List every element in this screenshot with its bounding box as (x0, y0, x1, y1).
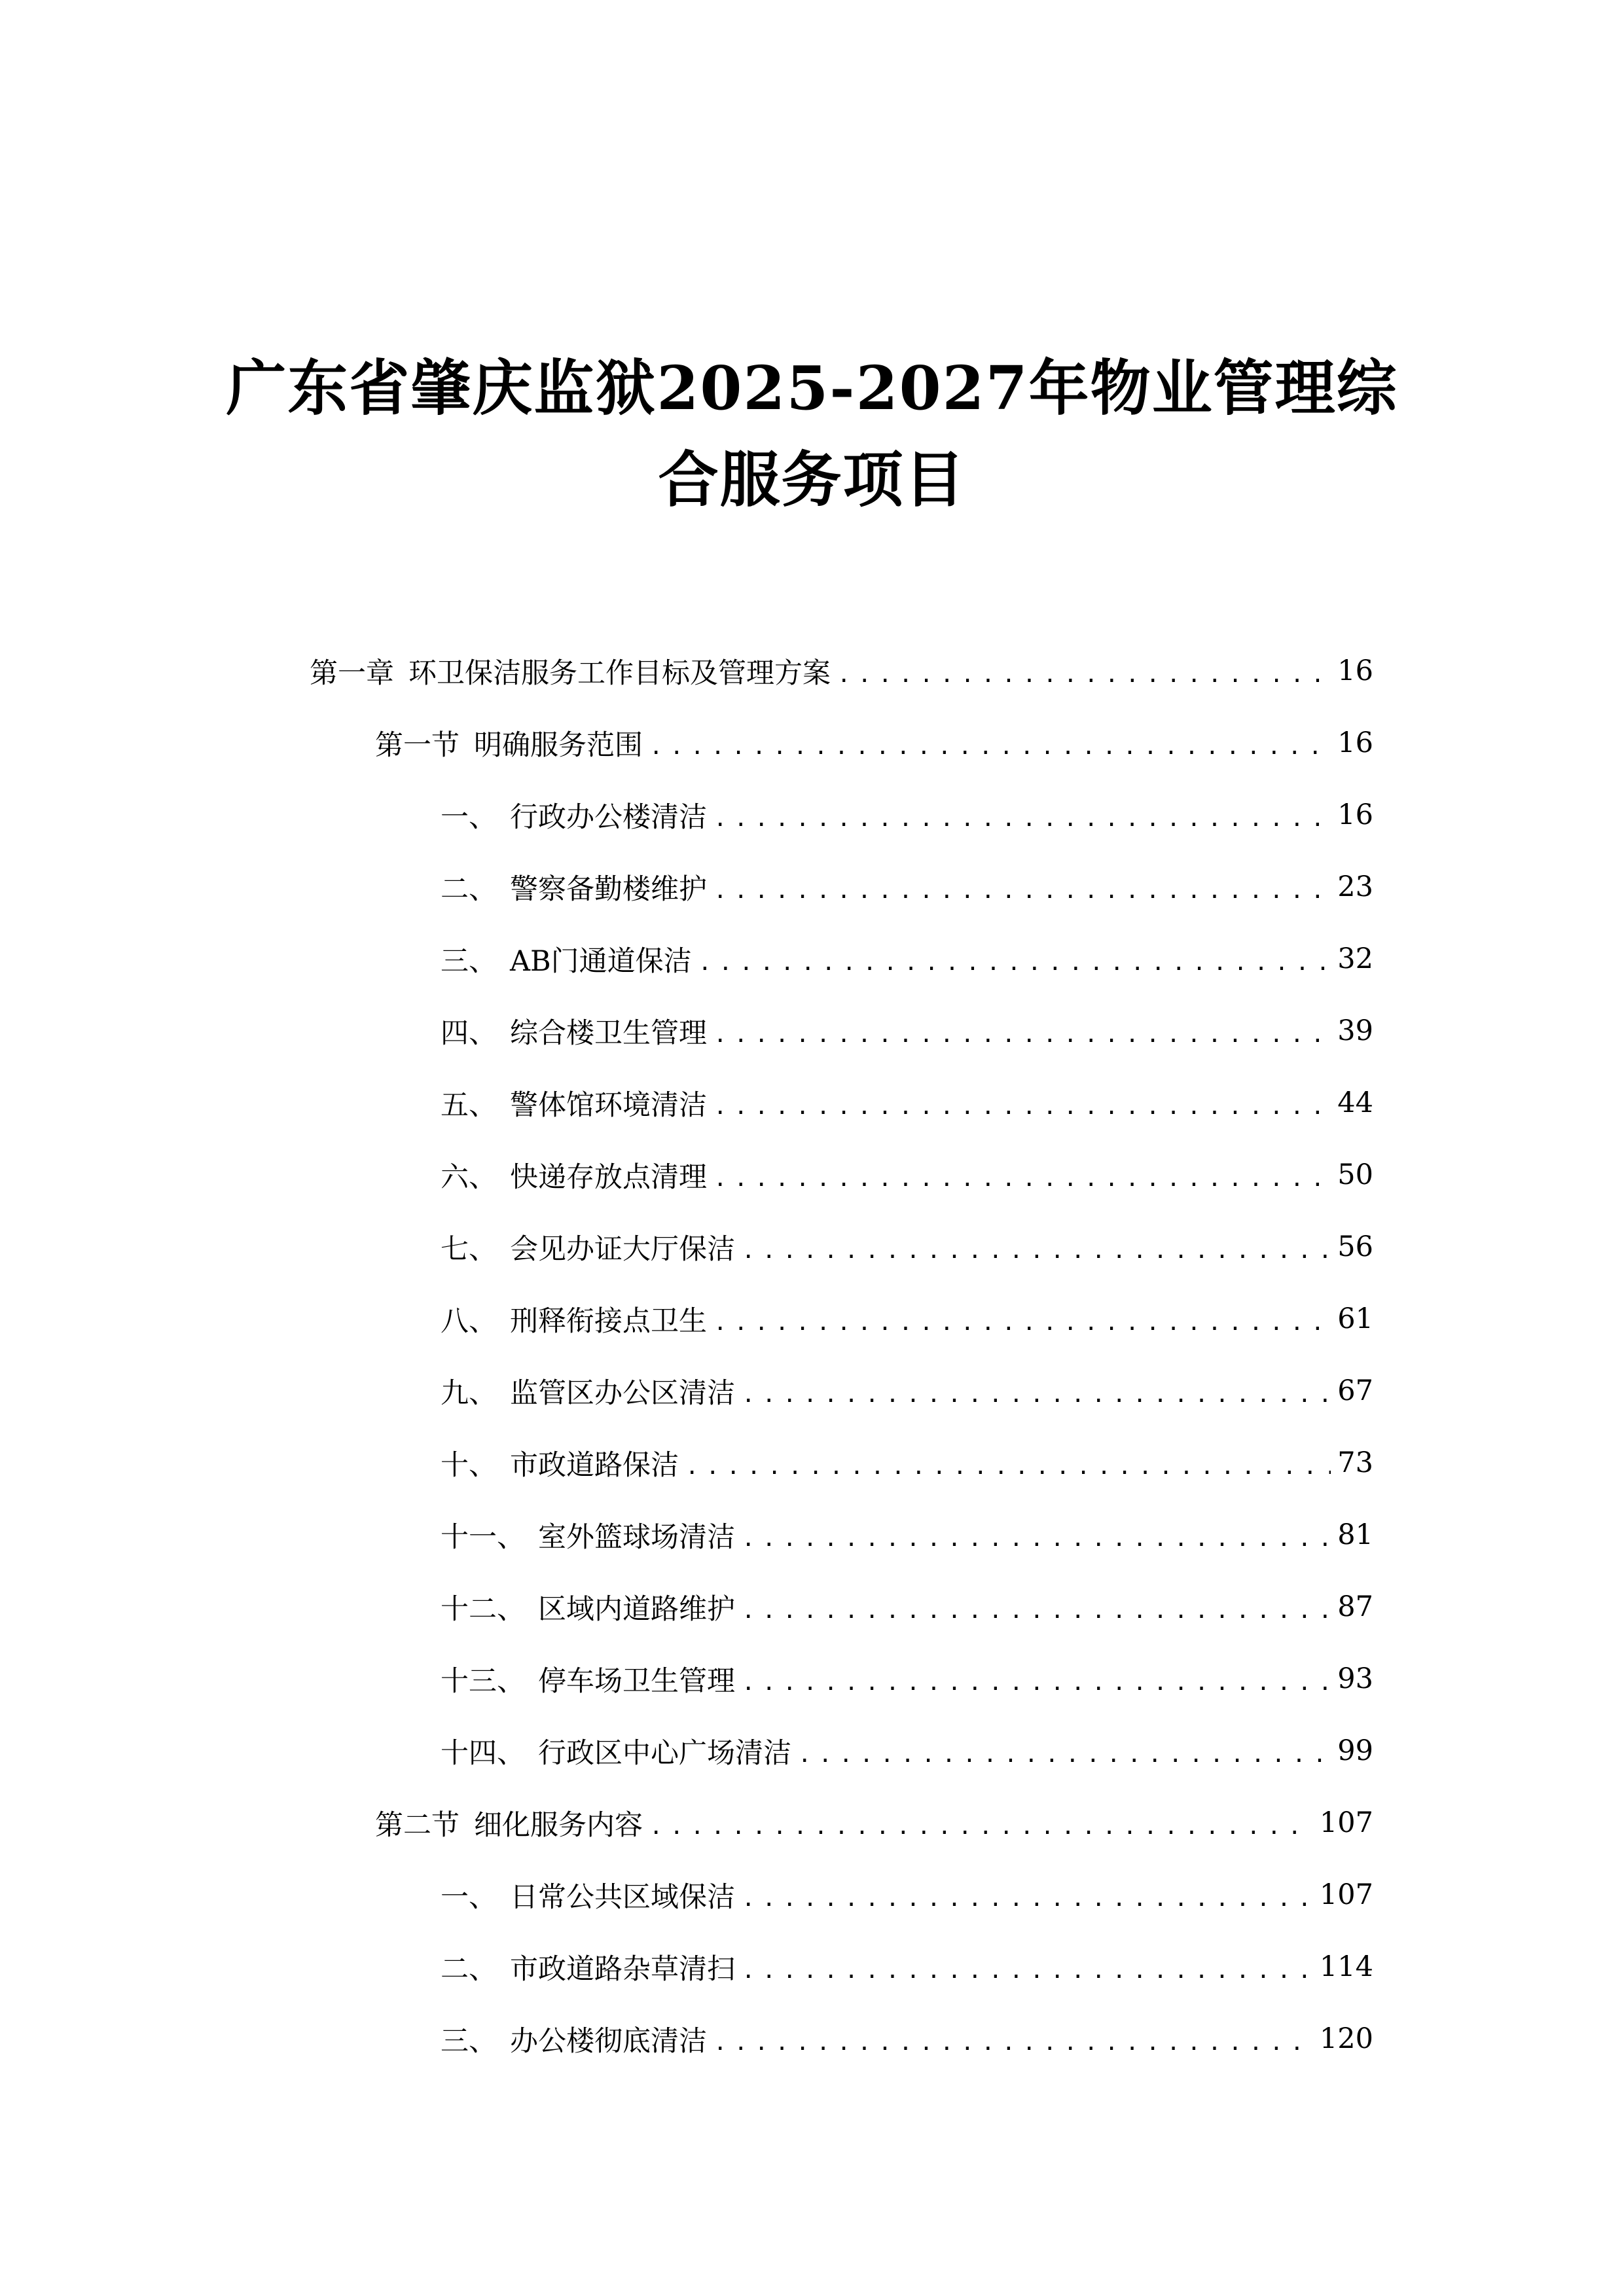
toc-entry-page: 16 (1337, 798, 1373, 831)
toc-entry-number: 九、 (441, 1376, 497, 1410)
toc-dot-leader (742, 1516, 1331, 1558)
toc-entry[interactable] (441, 1440, 1373, 1486)
toc-dot-leader (713, 796, 1331, 838)
toc-entry-title: 停车场卫生管理 (538, 1664, 735, 1698)
toc-entry-title: 环卫保洁服务工作目标及管理方案 (408, 656, 831, 690)
toc-entry[interactable] (441, 792, 1373, 838)
toc-dot-leader (713, 868, 1331, 910)
toc-entry-page: 120 (1319, 2022, 1373, 2055)
toc-entry-page: 56 (1337, 1230, 1373, 1263)
toc-entry-title: AB门通道保洁 (510, 944, 692, 978)
toc-entry-title: 警察备勤楼维护 (510, 872, 707, 906)
toc-entry-title: 综合楼卫生管理 (510, 1016, 707, 1050)
toc-entry-title: 细化服务内容 (474, 1808, 643, 1842)
toc-dot-leader (742, 1588, 1331, 1630)
toc-entry-page: 44 (1337, 1086, 1373, 1119)
toc-entry-number: 一、 (441, 1880, 497, 1914)
toc-entry-title: 日常公共区域保洁 (510, 1880, 735, 1914)
toc-dot-leader (713, 1012, 1331, 1054)
toc-entry[interactable] (375, 720, 1373, 766)
toc-entry-title: 会见办证大厅保洁 (510, 1232, 735, 1266)
toc-entry[interactable] (441, 1368, 1373, 1414)
toc-dot-leader (742, 1948, 1313, 1990)
toc-entry[interactable] (441, 1296, 1373, 1342)
toc-entry-number: 第二节 (375, 1808, 460, 1842)
toc-entry[interactable] (441, 936, 1373, 982)
toc-entry-page: 32 (1337, 942, 1373, 975)
document-title-line-1: 广东省肇庆监狱2025-2027年物业管理综 (226, 353, 1398, 423)
toc-entry-page: 107 (1319, 1878, 1373, 1911)
toc-entry-page: 50 (1337, 1158, 1373, 1191)
toc-entry[interactable] (441, 1584, 1373, 1630)
toc-entry-number: 二、 (441, 1952, 497, 1986)
toc-entry-number: 十、 (441, 1448, 497, 1482)
toc-entry-page: 93 (1337, 1662, 1373, 1695)
toc-entry[interactable] (441, 1656, 1373, 1702)
toc-dot-leader (649, 1804, 1313, 1846)
toc-entry[interactable] (441, 864, 1373, 910)
toc-entry-page: 114 (1319, 1950, 1373, 1983)
toc-dot-leader (837, 652, 1331, 694)
toc-entry[interactable] (375, 1800, 1373, 1846)
toc-entry[interactable] (441, 1008, 1373, 1054)
toc-entry-number: 二、 (441, 872, 497, 906)
toc-entry-number: 七、 (441, 1232, 497, 1266)
toc-entry-number: 三、 (441, 2024, 497, 2058)
toc-entry-title: 市政道路保洁 (510, 1448, 679, 1482)
toc-dot-leader (713, 1156, 1331, 1198)
toc-entry-number: 十二、 (441, 1592, 525, 1626)
toc-entry-title: 警体馆环境清洁 (510, 1088, 707, 1122)
toc-entry-page: 67 (1337, 1374, 1373, 1407)
toc-entry-title: 明确服务范围 (474, 728, 643, 762)
toc-dot-leader (685, 1444, 1331, 1486)
toc-entry[interactable] (441, 2016, 1373, 2062)
toc-entry-page: 73 (1337, 1446, 1373, 1479)
toc-entry-page: 16 (1337, 655, 1373, 687)
toc-entry-page: 87 (1337, 1590, 1373, 1623)
toc-dot-leader (649, 724, 1331, 766)
toc-entry-page: 23 (1337, 870, 1373, 903)
toc-entry-title: 室外篮球场清洁 (538, 1520, 735, 1554)
toc-entry-number: 一、 (441, 800, 497, 834)
toc-entry-page: 99 (1337, 1734, 1373, 1767)
toc-entry-number: 第一章 (310, 656, 394, 690)
toc-entry[interactable] (441, 1224, 1373, 1270)
toc-entry-page: 61 (1337, 1302, 1373, 1335)
toc-entry-number: 第一节 (375, 728, 460, 762)
toc-entry[interactable] (441, 1944, 1373, 1990)
toc-dot-leader (713, 1300, 1331, 1342)
toc-dot-leader (742, 1372, 1331, 1414)
toc-entry-number: 六、 (441, 1160, 497, 1194)
toc-entry-number: 三、 (441, 944, 497, 978)
toc-entry-title: 行政办公楼清洁 (510, 800, 707, 834)
document-title-line-2: 合服务项目 (658, 444, 966, 515)
toc-dot-leader (698, 940, 1331, 982)
toc-entry-number: 四、 (441, 1016, 497, 1050)
toc-dot-leader (742, 1228, 1331, 1270)
toc-entry-page: 107 (1319, 1806, 1373, 1839)
toc-entry-title: 刑释衔接点卫生 (510, 1304, 707, 1338)
toc-entry-title: 市政道路杂草清扫 (510, 1952, 735, 1986)
toc-entry-number: 八、 (441, 1304, 497, 1338)
toc-entry-title: 区域内道路维护 (538, 1592, 735, 1626)
toc-entry-title: 监管区办公区清洁 (510, 1376, 735, 1410)
toc-dot-leader (713, 1084, 1331, 1126)
toc-entry[interactable] (441, 1728, 1373, 1774)
toc-entry-title: 办公楼彻底清洁 (510, 2024, 707, 2058)
toc-entry-number: 十一、 (441, 1520, 525, 1554)
toc-entry-page: 16 (1337, 726, 1373, 759)
toc-entry-number: 十三、 (441, 1664, 525, 1698)
toc-entry-title: 快递存放点清理 (510, 1160, 707, 1194)
toc-entry-number: 五、 (441, 1088, 497, 1122)
toc-dot-leader (742, 1660, 1331, 1702)
toc-entry[interactable] (310, 648, 1373, 694)
toc-entry-page: 81 (1337, 1518, 1373, 1551)
toc-dot-leader (713, 2020, 1313, 2062)
toc-entry-page: 39 (1337, 1014, 1373, 1047)
toc-entry-number: 十四、 (441, 1736, 525, 1770)
toc-entry[interactable] (441, 1512, 1373, 1558)
toc-dot-leader (742, 1876, 1313, 1918)
toc-entry[interactable] (441, 1080, 1373, 1126)
toc-entry[interactable] (441, 1872, 1373, 1918)
toc-dot-leader (798, 1732, 1331, 1774)
toc-entry[interactable] (441, 1152, 1373, 1198)
toc-entry-title: 行政区中心广场清洁 (538, 1736, 791, 1770)
